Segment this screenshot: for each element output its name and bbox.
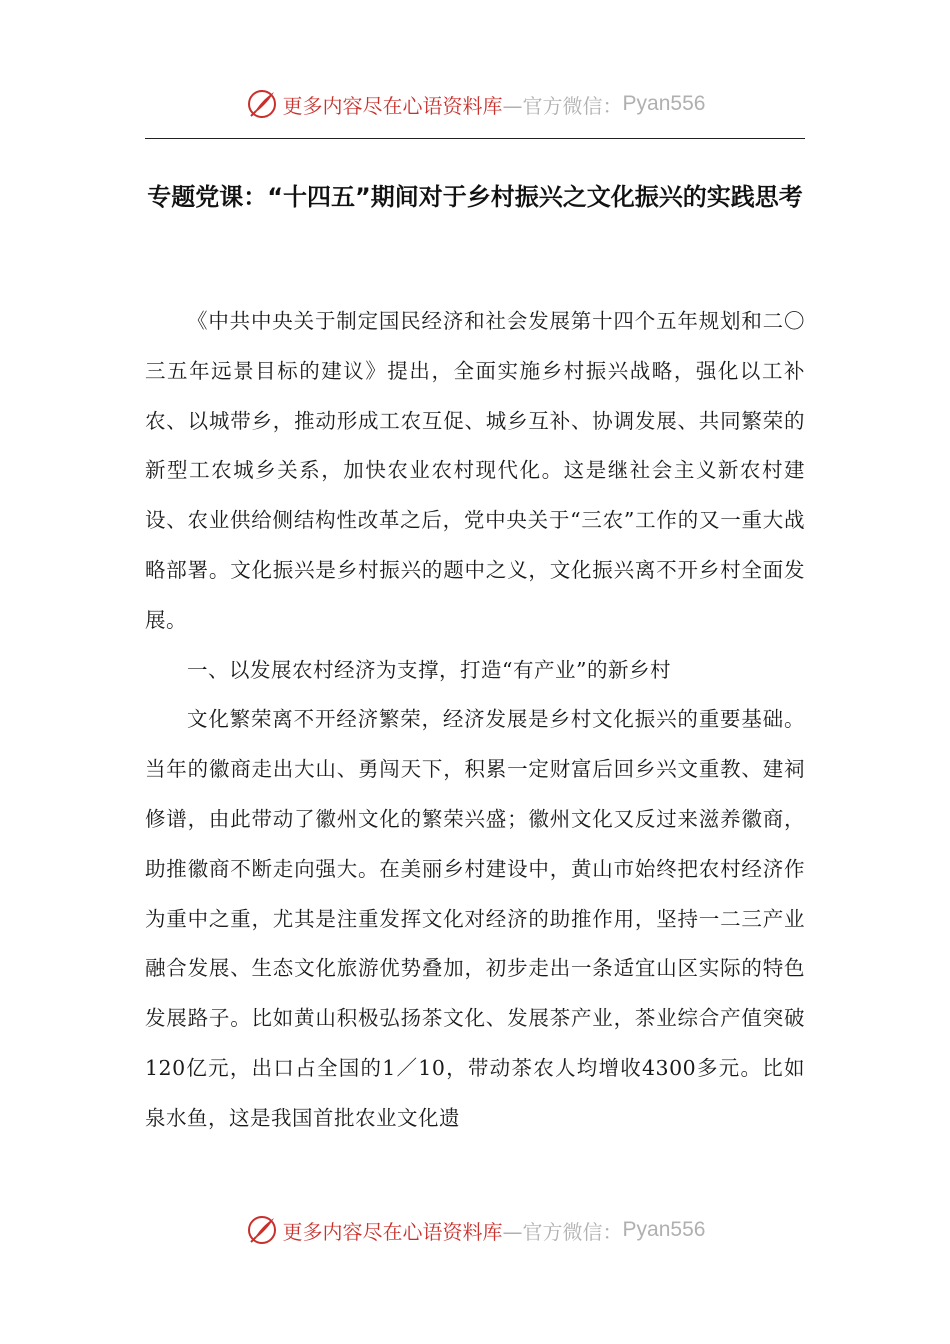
document-body <box>145 297 805 1144</box>
document-title: 专题党课：“十四五”期间对于乡村振兴之文化振兴的实践思考 <box>147 183 803 211</box>
footer-watermark-banner <box>0 1208 950 1252</box>
banner-wechat-label: —官方微信： <box>502 1219 623 1244</box>
banner-wechat-id: Pyan556 <box>622 1218 706 1241</box>
banner-site-name: 更多内容尽在心语资料库 <box>282 93 503 118</box>
body-paragraph: 《中共中央关于制定国民经济和社会发展第十四个五年规划和二〇三五年远景目标的建议》提出，全面实施乡村振兴战略，强化以工补农、以城带乡，推动形成工农互促、城乡互补、协调发展、共同繁荣的新型工农城乡关系，加快农业农村现代化。这是继社会主义新农村建设、农业供给侧结构性改革之后，党中央关于“三农”工作的又一重大战略部署。文化振兴是乡村振兴的题中之义，文化振兴离不开乡村全面发展。 <box>145 309 805 632</box>
quill-logo-icon <box>245 1213 279 1247</box>
quill-logo-icon <box>245 87 279 121</box>
banner-wechat-id: Pyan556 <box>622 92 706 115</box>
header-divider <box>145 138 805 139</box>
section-heading: 一、以发展农村经济为支撑，打造“有产业”的新乡村 <box>187 657 671 682</box>
banner-site-name: 更多内容尽在心语资料库 <box>282 1219 503 1244</box>
body-paragraph: 文化繁荣离不开经济繁荣，经济发展是乡村文化振兴的重要基础。当年的徽商走出大山、勇闯天下，积累一定财富后回乡兴文重教、建祠修谱，由此带动了徽州文化的繁荣兴盛；徽州文化又反过来滋养徽商，助推徽商不断走向强大。在美丽乡村建设中，黄山市始终把农村经济作为重中之重，尤其是注重发挥文化对经济的助推作用，坚持一二三产业融合发展、生态文化旅游优势叠加，初步走出一条适宜山区实际的特色发展路子。比如黄山积极弘扬茶文化、发展茶产业，茶业综合产值突破120亿元，出口占全国的1／10，带动茶农人均增收4300多元。比如泉水鱼，这是我国首批农业文化遗 <box>145 707 805 1130</box>
banner-wechat-label: —官方微信： <box>502 93 623 118</box>
header-watermark-banner <box>0 82 950 126</box>
